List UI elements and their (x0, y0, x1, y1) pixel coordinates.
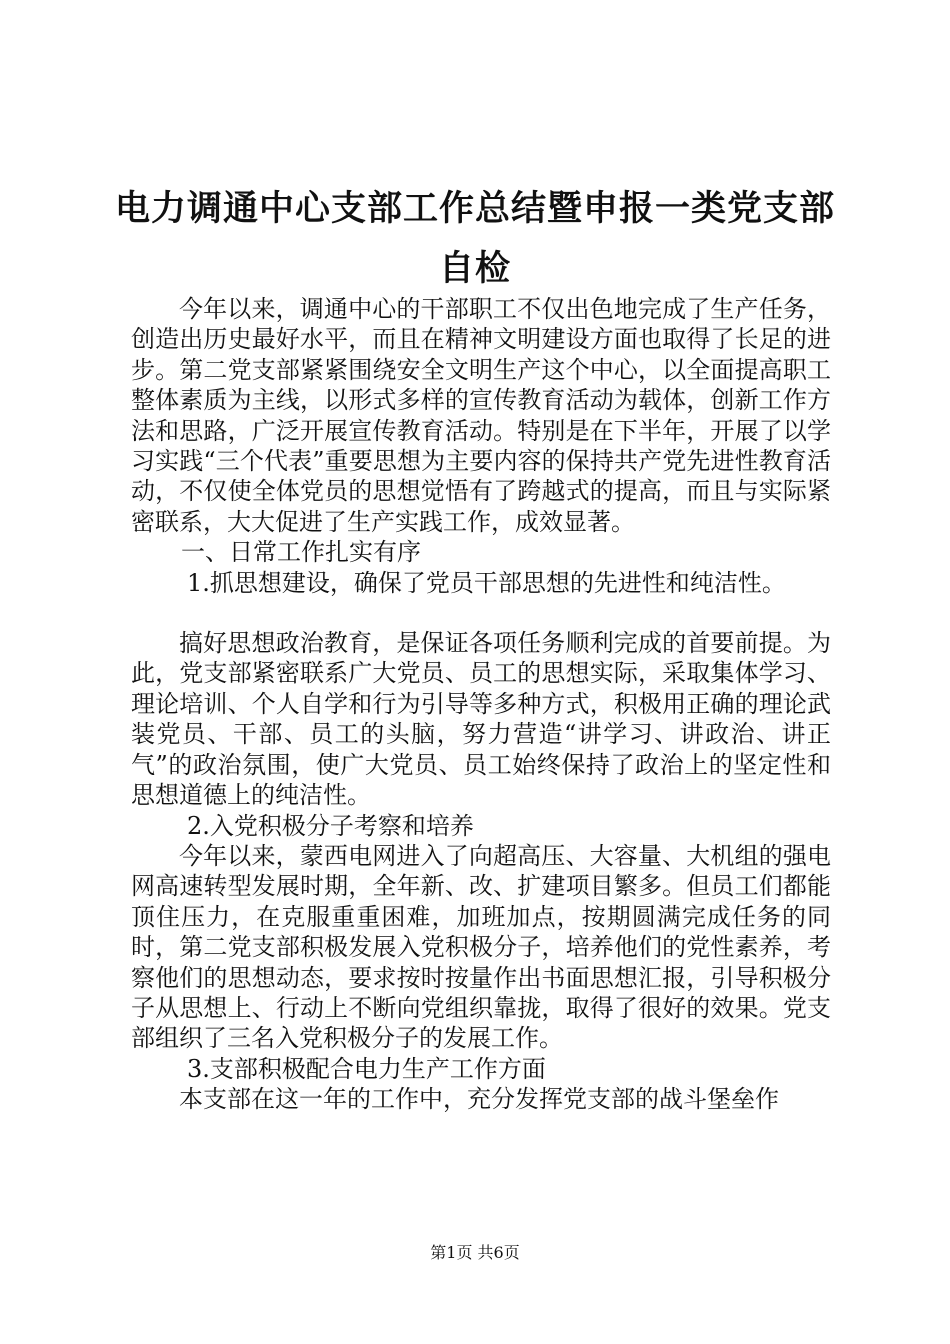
subheading-3: 3.支部积极配合电力生产工作方面 (187, 1054, 546, 1083)
subheading-1: 1.抓思想建设，确保了党员干部思想的先进性和纯洁性。 (187, 568, 786, 597)
document-title-line2: 自检 (438, 249, 511, 289)
document-body (131, 294, 831, 1115)
page-footer: 第1页 共6页 (430, 1243, 520, 1262)
document-title-line1: 电力调通中心支部工作总结暨申报一类党支部 (114, 189, 835, 229)
paragraph-2: 今年以来，蒙西电网进入了向超高压、大容量、大机组的强电网高速转型发展时期，全年新、改、扩建项目繁多。但员工们都能顶住压力，在克服重重困难，加班加点，按期圆满完成任务的同时，第二党支部积极发展入党积极分子，培养他们的党性素养，考察他们的思想动态，要求按时按量作出书面思想汇报，引导积极分子从思想上、行动上不断向党组织靠拢，取得了很好的效果。党支部组织了三名入党积极分子的发展工作。 (131, 841, 831, 1053)
blank-line (131, 598, 831, 628)
paragraph-1: 搞好思想政治教育，是保证各项任务顺利完成的首要前提。为此，党支部紧密联系广大党员、员工的思想实际，采取集体学习、理论培训、个人自学和行为引导等多种方式，积极用正确的理论武装党员、干部、员工的头脑，努力营造“讲学习、讲政治、讲正气”的政治氛围，使广大党员、员工始终保持了政治上的坚定性和思想道德上的纯洁性。 (131, 629, 831, 810)
paragraph-3: 本支部在这一年的工作中，充分发挥党支部的战斗堡垒作 (179, 1085, 779, 1114)
subheading-2: 2.入党积极分子考察和培养 (187, 811, 474, 840)
section-heading-1: 一、日常工作扎实有序 (181, 538, 421, 567)
intro-paragraph: 今年以来，调通中心的干部职工不仅出色地完成了生产任务，创造出历史最好水平，而且在精神文明建设方面也取得了长足的进步。第二党支部紧紧围绕安全文明生产这个中心，以全面提高职工整体素质为主线，以形式多样的宣传教育活动为载体，创新工作方法和思路，广泛开展宣传教育活动。特别是在下半年，开展了以学习实践“三个代表”重要思想为主要内容的保持共产党先进性教育活动，不仅使全体党员的思想觉悟有了跨越式的提高，而且与实际紧密联系，大大促进了生产实践工作，成效显著。 (131, 295, 831, 536)
